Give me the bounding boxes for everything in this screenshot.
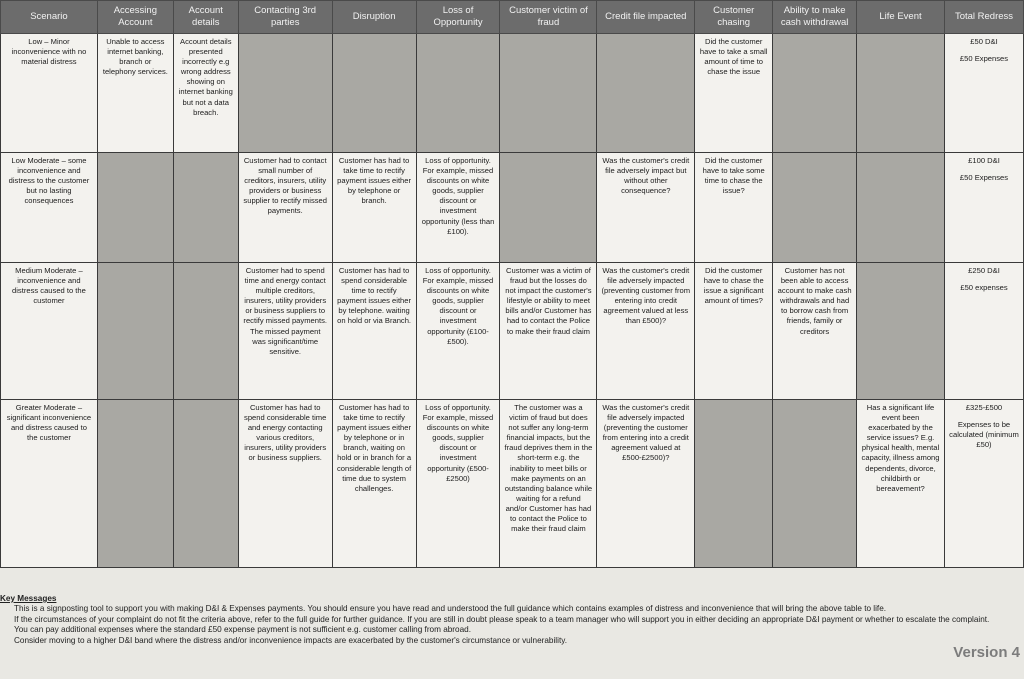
key-message-line: If the circumstances of your complaint do not fit the criteria above, refer to the full guide for further guidance. If you are still in doubt please speak to a team manager who will support you in either deciding an appropriate D&I payment or whether to escalate the complaint.: [14, 614, 990, 624]
table-row: [1, 34, 1024, 153]
cell-total-redress: [944, 263, 1023, 400]
cell-ability-cash-withdrawal: Customer has not been able to access account to make cash withdrawals and had to borrow cash from friends, family or creditors: [773, 263, 857, 400]
cell-empty: [238, 34, 332, 153]
cell-customer-victim-of-fraud: The customer was a victim of fraud but does not suffer any long-term financial impacts, but the fraud deprives them in the short-term e.g. the inability to meet bills or make payments on an outstanding balance while waiting for a refund and/or Customer has had to contact the Police to make their fraud claim: [500, 400, 597, 568]
cell-scenario: Greater Moderate – significant inconvenience and distress caused to the customer: [1, 400, 98, 568]
header-credit-file-impacted: Credit file impacted: [597, 1, 695, 34]
cell-empty: [773, 400, 857, 568]
header-ability-cash-withdrawal: Ability to make cash withdrawal: [773, 1, 857, 34]
redress-expenses: £50 Expenses: [959, 54, 1009, 64]
header-total-redress: Total Redress: [944, 1, 1023, 34]
cell-empty: [695, 400, 773, 568]
cell-empty: [97, 263, 173, 400]
redress-expenses: £50 expenses: [960, 283, 1008, 293]
cell-customer-victim-of-fraud: Customer was a victim of fraud but the losses do not impact the customer's lifestyle or ability to meet bills and/or Customer has had to contact the Police to make their fraud claim: [500, 263, 597, 400]
redress-di: £100 D&I: [968, 156, 1000, 165]
header-scenario: Scenario: [1, 1, 98, 34]
cell-disruption: Customer has had to take time to rectify payment issues either by telephone or in branch, waiting on hold or in branch for a considerable length of time due to system challenges.: [332, 400, 416, 568]
cell-empty: [173, 400, 238, 568]
cell-empty: [416, 34, 500, 153]
header-customer-chasing: Customer chasing: [695, 1, 773, 34]
key-message-line: This is a signposting tool to support you with making D&I & Expenses payments. You should ensure you have read and understood the full guidance which contains examples of distress and inconvenience that will bring the above table to life.: [14, 604, 887, 614]
version-label: Version 4: [953, 644, 1020, 661]
cell-scenario: Low – Minor inconvenience with no material distress: [1, 34, 98, 153]
redress-di: £250 D&I: [968, 266, 1000, 275]
cell-empty: [857, 153, 945, 263]
redress-di: £50 D&I: [970, 37, 998, 46]
redress-di: £325-£500: [965, 403, 1003, 412]
cell-loss-of-opportunity: Loss of opportunity. For example, missed discounts on white goods, supplier discount or investment opportunity (£500-£2500): [416, 400, 500, 568]
cell-total-redress: [944, 400, 1023, 568]
cell-empty: [332, 34, 416, 153]
cell-contacting-3rd-parties: Customer had to spend time and energy contact multiple creditors, insurers, utility providers or business suppliers to rectify missed payments. The missed payment was significant/time sensitive.: [238, 263, 332, 400]
table-row: [1, 153, 1024, 263]
cell-empty: [173, 153, 238, 263]
key-message-line: Consider moving to a higher D&I band where the distress and/or inconvenience impacts are exacerbated by the customer's circumstance or vulnerability.: [14, 635, 567, 645]
header-account-details: Account details: [173, 1, 238, 34]
key-messages: [0, 594, 1024, 646]
table-row: [1, 400, 1024, 568]
table-row: [1, 263, 1024, 400]
cell-accessing-account: Unable to access internet banking, branch or telephony services.: [97, 34, 173, 153]
redress-expenses: Expenses to be calculated (minimum £50): [949, 420, 1019, 450]
cell-empty: [500, 34, 597, 153]
cell-empty: [97, 400, 173, 568]
cell-loss-of-opportunity: Loss of opportunity. For example, missed discounts on white goods, supplier discount or investment opportunity (less than £100).: [416, 153, 500, 263]
key-messages-title: Key Messages: [0, 594, 57, 603]
cell-credit-file-impacted: Was the customer's credit file adversely impacted (preventing customer from entering into credit agreement valued at less than £500)?: [597, 263, 695, 400]
cell-customer-chasing: Did the customer have to take a small amount of time to chase the issue: [695, 34, 773, 153]
cell-scenario: Medium Moderate – inconvenience and distress caused to the customer: [1, 263, 98, 400]
cell-empty: [500, 153, 597, 263]
cell-life-event: Has a significant life event been exacerbated by the service issues? E.g. physical health, mental capacity, illness among dependents, divorce, childbirth or bereavement?: [857, 400, 945, 568]
cell-empty: [173, 263, 238, 400]
header-accessing-account: Accessing Account: [97, 1, 173, 34]
header-disruption: Disruption: [332, 1, 416, 34]
cell-scenario: Low Moderate – some inconvenience and distress to the customer but no lasting consequences: [1, 153, 98, 263]
cell-empty: [773, 34, 857, 153]
cell-credit-file-impacted: Was the customer's credit file adversely impacted (preventing the customer from entering into a credit agreement valued at £500-£2500)?: [597, 400, 695, 568]
header-contacting-3rd-parties: Contacting 3rd parties: [238, 1, 332, 34]
cell-contacting-3rd-parties: Customer has had to spend considerable time and energy contacting various creditors, insurers, utility providers or business suppliers.: [238, 400, 332, 568]
header-life-event: Life Event: [857, 1, 945, 34]
cell-customer-chasing: Did the customer have to chase the issue a significant amount of times?: [695, 263, 773, 400]
cell-empty: [597, 34, 695, 153]
header-customer-victim-of-fraud: Customer victim of fraud: [500, 1, 597, 34]
cell-customer-chasing: Did the customer have to take some time to chase the issue?: [695, 153, 773, 263]
cell-credit-file-impacted: Was the customer's credit file adversely impact but without other consequence?: [597, 153, 695, 263]
key-message-line: You can pay additional expenses where the standard £50 expense payment is not sufficient e.g. customer calling from abroad.: [14, 625, 471, 635]
redress-expenses: £50 Expenses: [959, 173, 1009, 183]
cell-account-details: Account details presented incorrectly e.g wrong address showing on internet banking but not a data breach.: [173, 34, 238, 153]
cell-total-redress: [944, 34, 1023, 153]
cell-contacting-3rd-parties: Customer had to contact small number of creditors, insurers, utility providers or business supplier to rectify missed payments.: [238, 153, 332, 263]
cell-disruption: Customer has had to take time to rectify payment issues either by telephone or branch.: [332, 153, 416, 263]
cell-empty: [773, 153, 857, 263]
cell-empty: [857, 263, 945, 400]
cell-loss-of-opportunity: Loss of opportunity. For example, missed discounts on white goods, supplier discount or investment opportunity (£100-£500).: [416, 263, 500, 400]
cell-empty: [97, 153, 173, 263]
header-row: [1, 1, 1024, 34]
cell-total-redress: [944, 153, 1023, 263]
cell-disruption: Customer has had to spend considerable time to rectify payment issues either by telephone. waiting on hold or via Branch.: [332, 263, 416, 400]
header-loss-of-opportunity: Loss of Opportunity: [416, 1, 500, 34]
cell-empty: [857, 34, 945, 153]
